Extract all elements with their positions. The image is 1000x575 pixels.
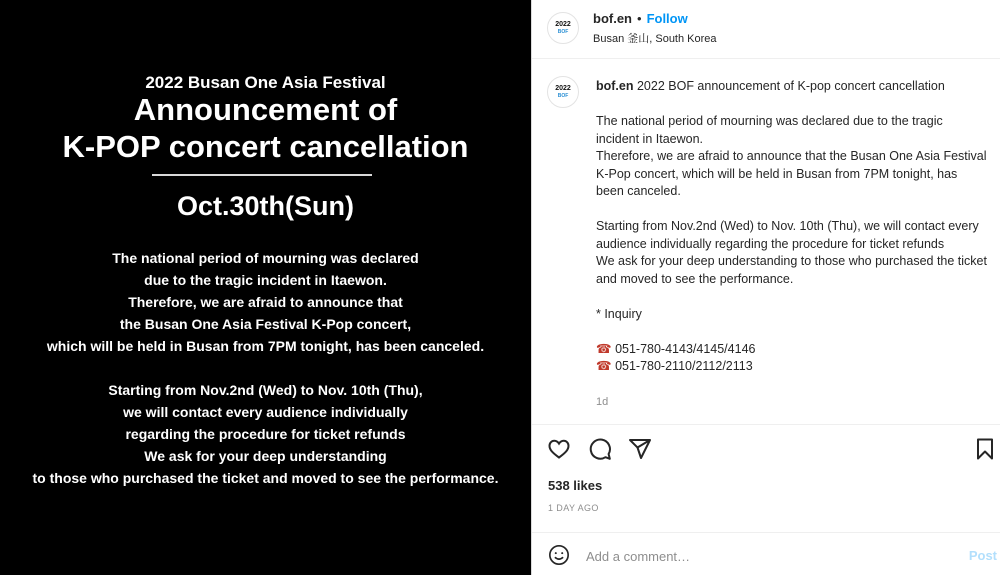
caption xyxy=(532,60,1000,425)
post-header xyxy=(532,0,1000,59)
image-body-line: we will contact every audience individually xyxy=(123,404,408,420)
comment-input[interactable] xyxy=(586,545,956,567)
caption-phone-line xyxy=(596,358,988,376)
separator-dot: • xyxy=(637,11,642,26)
image-subtitle: 2022 Busan One Asia Festival xyxy=(145,73,386,92)
avatar-logo-mark: BOF xyxy=(557,93,569,99)
caption-headline: 2022 BOF announcement of K-pop concert cancellation xyxy=(636,79,945,93)
phone-number: 051-780-4143/4145/4146 xyxy=(615,341,756,356)
bookmark-icon[interactable] xyxy=(973,437,997,461)
location-link[interactable]: Busan 釜山, South Korea xyxy=(593,33,717,45)
image-body-line: due to the tragic incident in Itaewon. xyxy=(144,272,387,288)
caption-paragraph: Therefore, we are afraid to announce that the Busan One Asia Festival K-Pop concert, which will be held in Busan from 7PM tonight, has been canceled. xyxy=(596,149,987,198)
avatar-logo-mark: BOF xyxy=(557,29,569,35)
caption-paragraph: The national period of mourning was declared due to the tragic incident in Itaewon. xyxy=(596,114,943,146)
phone-number: 051-780-2110/2112/2113 xyxy=(615,359,753,373)
comment-bar xyxy=(532,532,1000,575)
smiley-icon[interactable] xyxy=(548,544,570,566)
avatar-logo-text: 2022 xyxy=(555,21,571,28)
post-button[interactable]: Post xyxy=(968,548,997,563)
image-body-line: The national period of mourning was declared xyxy=(112,250,419,266)
image-body-line: the Busan One Asia Festival K-Pop concert, xyxy=(119,316,412,332)
image-body-line: which will be held in Busan from 7PM tonight, has been canceled. xyxy=(46,338,485,354)
caption-username-link[interactable]: bof.en xyxy=(596,79,634,93)
avatar[interactable] xyxy=(547,12,579,44)
action-bar xyxy=(532,434,1000,464)
caption-inquiry: * Inquiry xyxy=(596,306,642,321)
image-title-line-1: Announcement of xyxy=(133,92,398,127)
caption-paragraph: We ask for your deep understanding to those who purchased the ticket and moved to see the performance. xyxy=(596,254,987,286)
image-title-line-2: K-POP concert cancellation xyxy=(62,129,469,164)
heart-icon[interactable] xyxy=(547,437,571,461)
avatar-logo-text: 2022 xyxy=(555,85,571,92)
post-details-panel xyxy=(531,0,1000,575)
post-date[interactable]: 1 DAY AGO xyxy=(548,503,599,513)
paper-plane-icon[interactable] xyxy=(628,437,652,461)
telephone-icon: ☎ xyxy=(596,341,612,356)
caption-paragraph: Starting from Nov.2nd (Wed) to Nov. 10th (Thu), we will contact every audience individually regarding the procedure for ticket refunds xyxy=(596,219,979,251)
telephone-icon: ☎ xyxy=(596,359,612,373)
image-divider xyxy=(152,174,372,176)
image-body-line: Therefore, we are afraid to announce that xyxy=(128,294,403,310)
header-username-link[interactable]: bof.en xyxy=(593,11,632,26)
image-body-line: to those who purchased the ticket and moved to see the performance. xyxy=(32,470,499,486)
speech-bubble-icon[interactable] xyxy=(588,437,612,461)
image-body-text xyxy=(0,247,531,489)
avatar[interactable] xyxy=(547,76,579,108)
image-body-line: Starting from Nov.2nd (Wed) to Nov. 10th (Thu), xyxy=(108,382,423,398)
like-count[interactable]: 538 likes xyxy=(548,478,603,493)
caption-text xyxy=(596,78,988,376)
caption-timestamp[interactable]: 1d xyxy=(596,396,609,408)
image-body-line: regarding the procedure for ticket refunds xyxy=(125,426,406,442)
follow-button[interactable]: Follow xyxy=(646,11,688,26)
image-body-line: We ask for your deep understanding xyxy=(144,448,387,464)
image-date: Oct.30th(Sun) xyxy=(176,191,354,221)
caption-phone-line xyxy=(596,341,988,359)
